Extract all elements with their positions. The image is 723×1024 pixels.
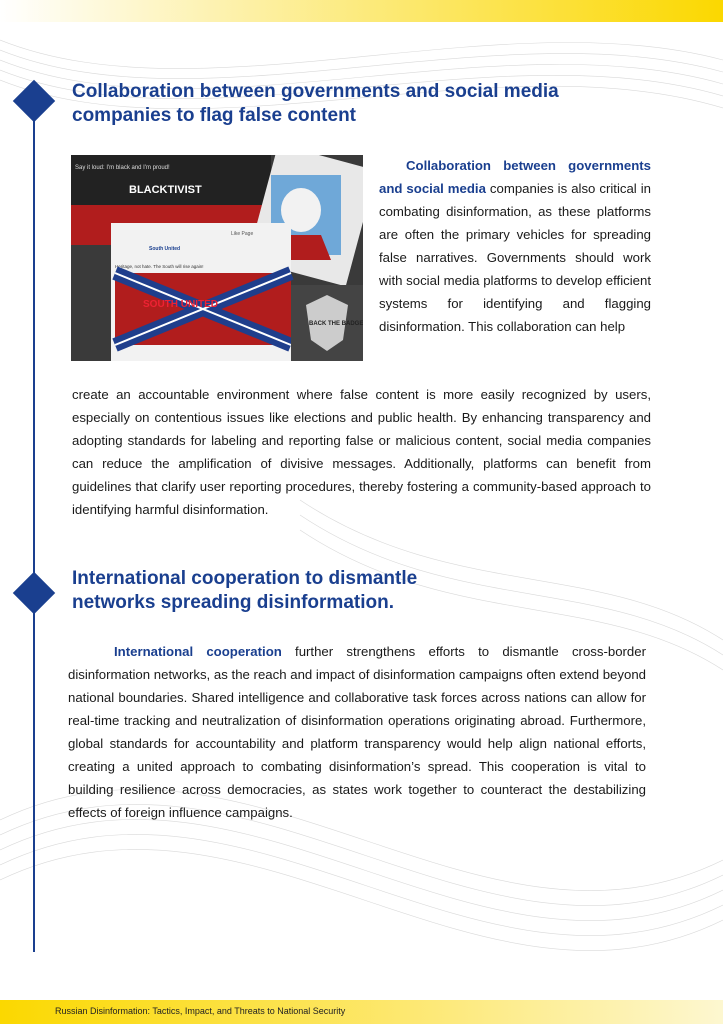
photo-caption-black: Say it loud: I'm black and I'm proud!	[75, 165, 170, 171]
photo-south-united-logo: SOUTH UNITED	[143, 299, 218, 310]
social-media-posts-photo	[71, 155, 363, 361]
section2-lead-phrase: International cooperation	[114, 644, 282, 659]
photo-blacktivist: BLACKTIVIST	[129, 184, 202, 196]
section2-heading: International cooperation to dismantle networks spreading disinformation.	[72, 568, 418, 613]
photo-back-the-badge: BACK THE BADGE	[309, 321, 363, 327]
section1-heading: Collaboration between governments and social media companies to flag false content	[72, 81, 559, 126]
section1-side-paragraph	[379, 154, 651, 338]
section1-lead-phrase: Collaboration between governments and social media	[379, 158, 651, 196]
photo-south-united-page: South United	[149, 246, 181, 252]
section1-side-text: companies is also critical in combating disinformation, as these platforms are often the primary vehicles for spreading false narratives. Governments should work with social media platforms to develop efficient systems for identifying and flagging disinformation. This collaboration can help	[379, 181, 651, 334]
timeline-vertical-line	[33, 90, 35, 952]
footer-title: Russian Disinformation: Tactics, Impact, and Threats to National Security	[55, 1006, 346, 1016]
photo-like-page: Like Page	[231, 231, 254, 237]
top-decorative-bar	[0, 0, 723, 22]
section2-paragraph	[68, 640, 646, 824]
section2-text: further strengthens efforts to dismantle cross-border disinformation networks, as the reach and impact of disinformation campaigns often extend beyond national boundaries. Shared intelligence and collaborative task forces across nations can allow for real-time tracking and neutralization of disinformation operations originating abroad. Furthermore, global standards for accountability and platform transparency would help align national efforts, creating a united approach to combating disinformation’s spread. This cooperation is vital to building resilience across democracies, as states work together to counteract the destabilizing effects of foreign influence campaigns.	[68, 644, 646, 820]
photo-heritage-text: Heritage, not hate. The South will rise again!	[115, 264, 204, 269]
section1-full-paragraph: create an accountable environment where false content is more easily recognized by users, especially on contentious issues like elections and public health. By enhancing transparency and adopting standards for labeling and reporting false or malicious content, social media companies can reduce the amplification of divisive messages. Additionally, platforms can benefit from guidelines that clarify user reporting procedures, thereby fostering a community-based approach to identifying harmful disinformation.	[72, 387, 651, 517]
